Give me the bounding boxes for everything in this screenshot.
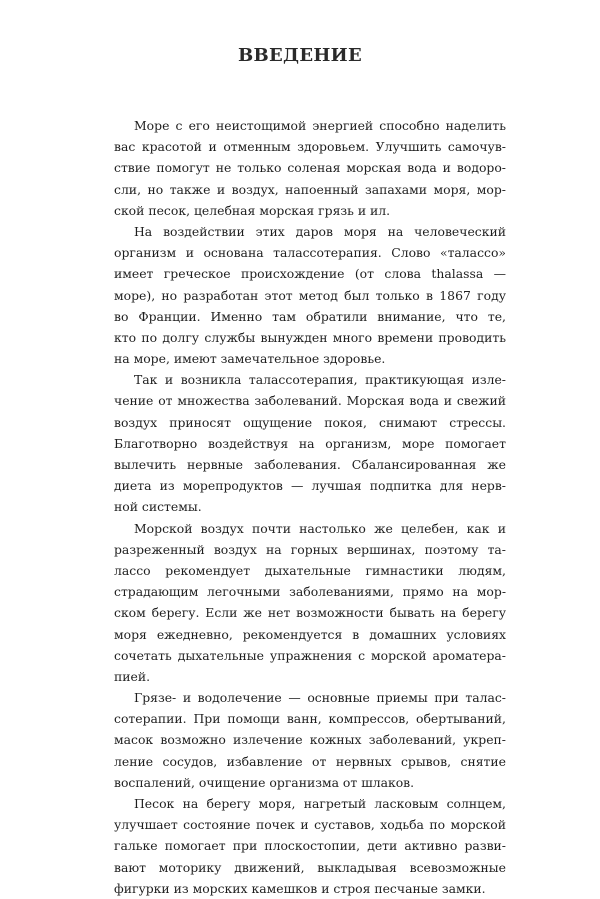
paragraph-line: воздух приносят ощущение покоя, снимают стрессы.	[114, 414, 506, 430]
paragraph-line: имеет греческое происхождение (от слова thalassa —	[114, 266, 506, 282]
paragraph	[114, 687, 506, 793]
paragraph-line: Морской воздух почти настолько же целебен, как и	[134, 520, 506, 536]
paragraph-line: на море, имеют замечательное здоровье.	[114, 351, 386, 367]
paragraph-line: диета из морепродуктов — лучшая подпитка для нерв-	[114, 478, 506, 494]
paragraph-line: чение от множества заболеваний. Морская вода и свежий	[114, 393, 506, 409]
paragraph-line: ствие помогут не только соленая морская вода и водоро-	[114, 160, 506, 176]
paragraph	[114, 115, 506, 221]
paragraph-line: Грязе- и водолечение — основные приемы при талас-	[134, 690, 506, 706]
paragraph-line: Песок на берегу моря, нагретый ласковым солнцем,	[134, 796, 506, 811]
paragraph-line: сотерапии. При помощи ванн, компрессов, обертываний,	[114, 711, 506, 727]
paragraph-line: Море с его неистощимой энергией способно наделить	[134, 118, 506, 133]
paragraph-line: разреженный воздух на горных вершинах, поэтому та-	[114, 541, 506, 557]
paragraph-line: вас красотой и отменным здоровьем. Улучшить самочув-	[114, 139, 506, 155]
paragraph-line: ление сосудов, избавление от нервных срывов, снятие	[114, 753, 506, 769]
body-text	[114, 115, 506, 899]
paragraph-line: море), но разработан этот метод был только в 1867 году	[114, 287, 506, 303]
paragraph-line: ной системы.	[114, 499, 202, 515]
paragraph-line: улучшает состояние почек и суставов, ходьба по морской	[114, 817, 506, 833]
paragraph-line: гальке помогает при плоскостопии, дети активно разви-	[114, 838, 506, 854]
chapter-title: ВВЕДЕНИЕ	[237, 45, 362, 66]
paragraph-line: пией.	[114, 668, 151, 684]
paragraph-line: ской песок, целебная морская грязь и ил.	[114, 202, 391, 218]
paragraph-line: сли, но также и воздух, напоенный запахами моря, мор-	[114, 181, 506, 197]
paragraph-line: организм и основана талассотерапия. Слово «талассо»	[114, 245, 506, 261]
paragraph-line: вылечить нервные заболевания. Сбалансированная же	[114, 457, 506, 472]
paragraph-line: ском берегу. Если же нет возможности бывать на берегу	[114, 605, 506, 621]
paragraph-line: Благотворно воздействуя на организм, море помогает	[114, 435, 506, 451]
paragraph-line: масок возможно излечение кожных заболеваний, укреп-	[114, 732, 506, 748]
paragraph-line: На воздействии этих даров моря на человеческий	[134, 223, 506, 239]
paragraph-line: воспалений, очищение организма от шлаков.	[114, 774, 415, 790]
paragraph-line: моря ежедневно, рекомендуется в домашних условиях	[114, 626, 506, 642]
paragraph-line: фигурки из морских камешков и строя песчаные замки.	[114, 880, 486, 896]
paragraph-line: сочетать дыхательные упражнения с морской ароматера-	[114, 647, 506, 663]
paragraph-line: кто по долгу службы вынужден много времени проводить	[114, 329, 506, 345]
paragraph-line: во Франции. Именно там обратили внимание, что те,	[114, 308, 506, 324]
paragraph-line: лассо рекомендует дыхательные гимнастики людям,	[114, 562, 506, 578]
paragraph-line: страдающим легочными заболеваниями, прямо на мор-	[114, 584, 506, 600]
paragraph	[114, 221, 506, 369]
paragraph	[114, 518, 506, 688]
paragraph-line: Так и возникла талассотерапия, практикующая изле-	[134, 372, 506, 388]
paragraph	[114, 793, 506, 899]
paragraph-line: вают моторику движений, выкладывая всевозможные	[114, 859, 506, 875]
paragraph	[114, 369, 506, 517]
